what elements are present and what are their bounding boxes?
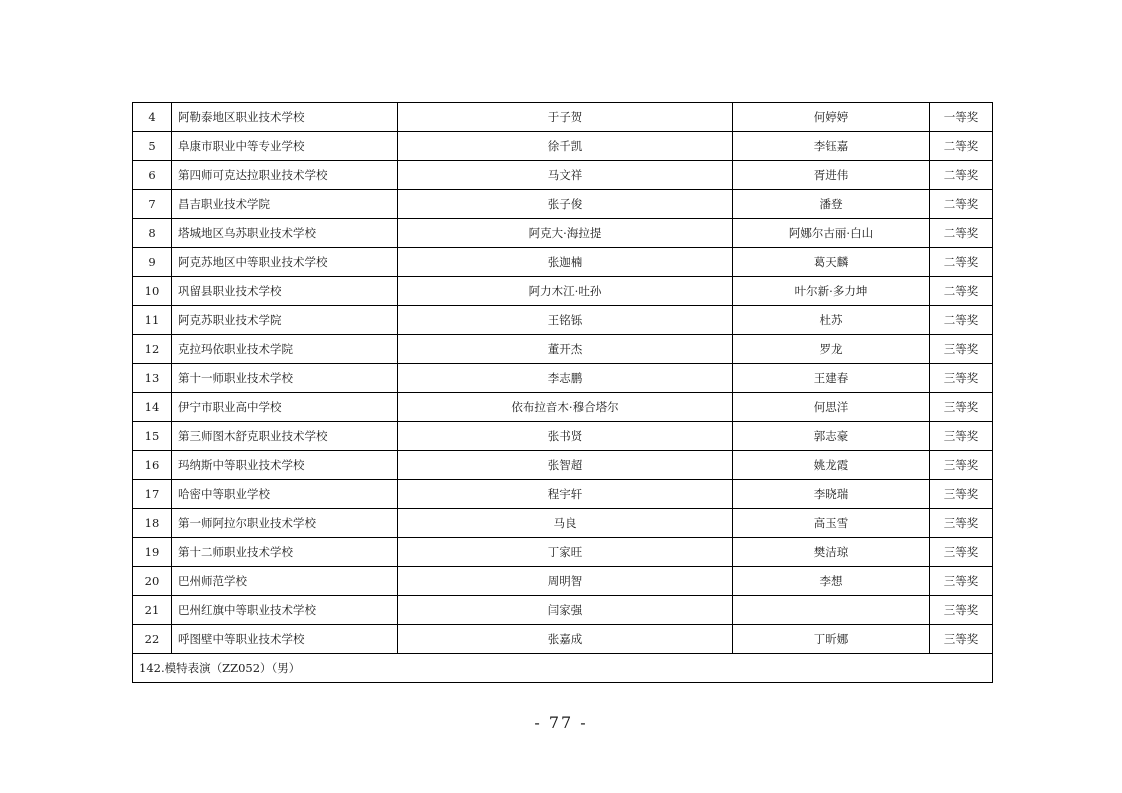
- row-number: 15: [133, 422, 172, 451]
- school-name: 第一师阿拉尔职业技术学校: [172, 509, 398, 538]
- table-row: [133, 567, 993, 596]
- table-row: [133, 132, 993, 161]
- teacher-name: [733, 596, 930, 625]
- teacher-name: 罗龙: [733, 335, 930, 364]
- student-name: 张迦楠: [398, 248, 733, 277]
- teacher-name: 郭志豪: [733, 422, 930, 451]
- section-heading-row: [133, 654, 993, 683]
- teacher-name: 阿娜尔古丽·白山: [733, 219, 930, 248]
- school-name: 呼图壁中等职业技术学校: [172, 625, 398, 654]
- school-name: 玛纳斯中等职业技术学校: [172, 451, 398, 480]
- teacher-name: 何婷婷: [733, 103, 930, 132]
- row-number: 7: [133, 190, 172, 219]
- teacher-name: 丁昕娜: [733, 625, 930, 654]
- student-name: 张智超: [398, 451, 733, 480]
- award-level: 二等奖: [930, 190, 993, 219]
- row-number: 11: [133, 306, 172, 335]
- teacher-name: 李晓瑞: [733, 480, 930, 509]
- teacher-name: 樊洁琼: [733, 538, 930, 567]
- row-number: 12: [133, 335, 172, 364]
- teacher-name: 李钰嘉: [733, 132, 930, 161]
- award-level: 二等奖: [930, 161, 993, 190]
- student-name: 丁家旺: [398, 538, 733, 567]
- teacher-name: 高玉雪: [733, 509, 930, 538]
- student-name: 周明智: [398, 567, 733, 596]
- teacher-name: 叶尔新·多力坤: [733, 277, 930, 306]
- student-name: 马良: [398, 509, 733, 538]
- table-row: [133, 422, 993, 451]
- student-name: 程宇轩: [398, 480, 733, 509]
- table-row: [133, 335, 993, 364]
- school-name: 第四师可克达拉职业技术学校: [172, 161, 398, 190]
- school-name: 第十一师职业技术学校: [172, 364, 398, 393]
- row-number: 19: [133, 538, 172, 567]
- award-level: 三等奖: [930, 422, 993, 451]
- row-number: 20: [133, 567, 172, 596]
- table-row: [133, 625, 993, 654]
- student-name: 李志鹏: [398, 364, 733, 393]
- row-number: 22: [133, 625, 172, 654]
- row-number: 14: [133, 393, 172, 422]
- school-name: 第十二师职业技术学校: [172, 538, 398, 567]
- teacher-name: 王建春: [733, 364, 930, 393]
- table-row: [133, 277, 993, 306]
- teacher-name: 姚龙霞: [733, 451, 930, 480]
- table-row: [133, 480, 993, 509]
- student-name: 张嘉成: [398, 625, 733, 654]
- school-name: 阿克苏职业技术学院: [172, 306, 398, 335]
- student-name: 徐千凯: [398, 132, 733, 161]
- teacher-name: 李想: [733, 567, 930, 596]
- award-level: 三等奖: [930, 596, 993, 625]
- award-level: 三等奖: [930, 480, 993, 509]
- table-row: [133, 219, 993, 248]
- school-name: 伊宁市职业高中学校: [172, 393, 398, 422]
- table-row: [133, 103, 993, 132]
- teacher-name: 葛天麟: [733, 248, 930, 277]
- award-level: 三等奖: [930, 364, 993, 393]
- school-name: 第三师图木舒克职业技术学校: [172, 422, 398, 451]
- teacher-name: 何思洋: [733, 393, 930, 422]
- row-number: 6: [133, 161, 172, 190]
- student-name: 张子俊: [398, 190, 733, 219]
- award-level: 二等奖: [930, 277, 993, 306]
- table-row: [133, 509, 993, 538]
- school-name: 阿克苏地区中等职业技术学校: [172, 248, 398, 277]
- table-row: [133, 364, 993, 393]
- student-name: 依布拉音木·穆合塔尔: [398, 393, 733, 422]
- table-row: [133, 306, 993, 335]
- student-name: 董开杰: [398, 335, 733, 364]
- award-level: 二等奖: [930, 306, 993, 335]
- teacher-name: 杜苏: [733, 306, 930, 335]
- award-level: 三等奖: [930, 509, 993, 538]
- teacher-name: 潘登: [733, 190, 930, 219]
- school-name: 哈密中等职业学校: [172, 480, 398, 509]
- school-name: 巴州红旗中等职业技术学校: [172, 596, 398, 625]
- table-row: [133, 451, 993, 480]
- table-row: [133, 161, 993, 190]
- award-level: 三等奖: [930, 393, 993, 422]
- row-number: 9: [133, 248, 172, 277]
- awards-table-body: [133, 103, 993, 654]
- school-name: 昌吉职业技术学院: [172, 190, 398, 219]
- student-name: 马文祥: [398, 161, 733, 190]
- student-name: 于子贺: [398, 103, 733, 132]
- award-level: 一等奖: [930, 103, 993, 132]
- section-heading: 142.模特表演（ZZ052）（男）: [133, 654, 993, 683]
- table-row: [133, 190, 993, 219]
- student-name: 阿力木江·吐孙: [398, 277, 733, 306]
- teacher-name: 胥进伟: [733, 161, 930, 190]
- student-name: 闫家强: [398, 596, 733, 625]
- table-row: [133, 538, 993, 567]
- row-number: 13: [133, 364, 172, 393]
- award-level: 三等奖: [930, 451, 993, 480]
- table-row: [133, 393, 993, 422]
- table-row: [133, 596, 993, 625]
- award-level: 三等奖: [930, 538, 993, 567]
- row-number: 4: [133, 103, 172, 132]
- award-level: 三等奖: [930, 335, 993, 364]
- award-level: 二等奖: [930, 219, 993, 248]
- student-name: 张书贤: [398, 422, 733, 451]
- school-name: 塔城地区乌苏职业技术学校: [172, 219, 398, 248]
- row-number: 21: [133, 596, 172, 625]
- award-level: 三等奖: [930, 567, 993, 596]
- table-row: [133, 248, 993, 277]
- school-name: 巩留县职业技术学校: [172, 277, 398, 306]
- row-number: 18: [133, 509, 172, 538]
- school-name: 巴州师范学校: [172, 567, 398, 596]
- page-number: - 77 -: [534, 713, 588, 732]
- award-level: 三等奖: [930, 625, 993, 654]
- row-number: 10: [133, 277, 172, 306]
- row-number: 8: [133, 219, 172, 248]
- row-number: 5: [133, 132, 172, 161]
- row-number: 16: [133, 451, 172, 480]
- student-name: 阿克大·海拉提: [398, 219, 733, 248]
- award-level: 二等奖: [930, 248, 993, 277]
- awards-table: [132, 102, 993, 683]
- row-number: 17: [133, 480, 172, 509]
- award-level: 二等奖: [930, 132, 993, 161]
- school-name: 克拉玛依职业技术学院: [172, 335, 398, 364]
- school-name: 阜康市职业中等专业学校: [172, 132, 398, 161]
- student-name: 王铭铄: [398, 306, 733, 335]
- school-name: 阿勒泰地区职业技术学校: [172, 103, 398, 132]
